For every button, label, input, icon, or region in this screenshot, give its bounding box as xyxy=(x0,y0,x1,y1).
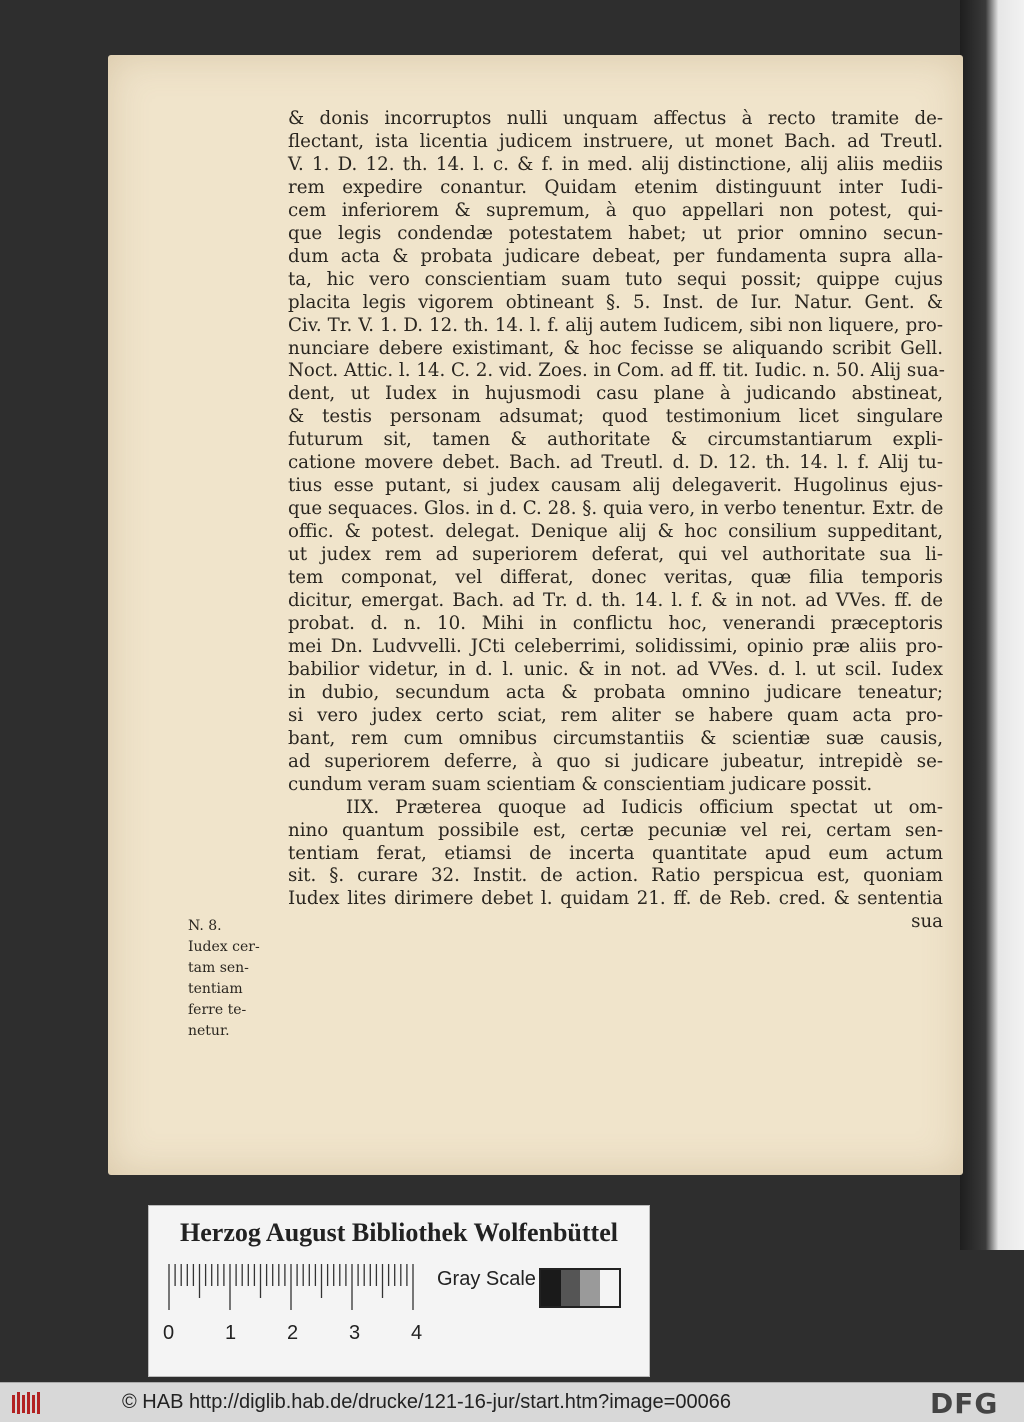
footer-copyright-link[interactable]: © HAB http://diglib.hab.de/drucke/121-16-jur/start.htm?image=00066 xyxy=(122,1391,731,1413)
margin-note-line: N. 8. xyxy=(188,918,222,934)
ruler-number: 4 xyxy=(411,1322,423,1344)
margin-note-line: netur. xyxy=(188,1023,230,1039)
plate-title: Herzog August Bibliothek Wolfenbüttel xyxy=(180,1218,618,1247)
text-line: Noct. Attic. l. 14. C. 2. vid. Zoes. in Com. ad ff. tit. Iudic. n. 50. Alij sua- xyxy=(288,360,945,382)
text-line: mei Dn. Ludvvelli. JCti celeberrimi, solidissimi, opinio præ aliis pro- xyxy=(288,635,943,657)
margin-note xyxy=(188,916,288,1042)
text-line: babilior videtur, in d. l. unic. & in not. ad VVes. d. l. ut scil. Iudex xyxy=(288,658,943,680)
text-line: dum acta & probata judicare debeat, per fundamenta supra alla- xyxy=(288,245,943,267)
book-edge xyxy=(960,0,1024,1250)
gray-swatch xyxy=(580,1270,600,1306)
text-line: flectant, ista licentia judicem instruere, ut monet Bach. ad Treutl. xyxy=(288,130,943,152)
text-line: & testis personam adsumat; quod testimonium licet singulare xyxy=(288,406,943,428)
text-line: placita legis vigorem obtineant §. 5. Inst. de Iur. Natur. Gent. & xyxy=(288,291,943,313)
hab-logo-icon xyxy=(10,1389,44,1417)
gray-scale-swatch xyxy=(539,1268,621,1308)
text-line: bant, rem cum omnibus circumstantiis & scientiæ suæ causis, xyxy=(288,727,943,749)
ruler-number: 1 xyxy=(225,1322,237,1344)
text-line: V. 1. D. 12. th. 14. l. c. & f. in med. alij distinctione, alij aliis mediis xyxy=(288,153,943,175)
margin-note-line: tentiam xyxy=(188,981,243,997)
text-line: & donis incorruptos nulli unquam affectus à recto tramite de- xyxy=(288,108,943,129)
margin-note-line: ferre te- xyxy=(188,1002,247,1018)
text-line: que legis condendæ potestatem habet; ut prior omnino secun- xyxy=(288,222,943,244)
text-line: catione movere debet. Bach. ad Treutl. d. D. 12. th. 14. l. f. Alij tu- xyxy=(288,452,943,474)
gray-swatch xyxy=(541,1270,561,1306)
text-line: nino quantum possibile est, certæ pecuniæ vel rei, certam sen- xyxy=(288,819,943,841)
text-line: dicitur, emergat. Bach. ad Tr. d. th. 14. l. f. & in not. ad VVes. ff. de xyxy=(288,590,943,612)
text-line: ta, hic vero conscientiam suam tuto sequi possit; quippe cujus xyxy=(288,268,943,290)
text-line: in dubio, secundum acta & probata omnino judicare teneatur; xyxy=(288,681,943,703)
text-line: tem componat, vel differat, donec veritas, quæ filia temporis xyxy=(288,567,943,589)
text-line: rem expedire conantur. Quidam etenim distinguunt inter Iudi- xyxy=(288,176,943,198)
text-line: futurum sit, tamen & authoritate & circumstantiarum expli- xyxy=(288,429,943,451)
text-line: cem inferiorem & supremum, à quo appellari non potest, qui- xyxy=(288,199,943,221)
text-line: sit. §. curare 32. Instit. de action. Ratio perspicua est, quoniam xyxy=(288,865,943,887)
text-line: ad superiorem deferre, à quo si judicare jubeatur, intrepidè se- xyxy=(288,750,943,772)
margin-note-line: Iudex cer- xyxy=(188,939,260,955)
margin-note-line: tam sen- xyxy=(188,960,249,976)
text-line: Civ. Tr. V. 1. D. 12. th. 14. l. f. alij autem Iudicem, sibi non liquere, pro- xyxy=(288,314,943,336)
text-line: probat. d. n. 10. Mihi in conflictu hoc, venerandi præceptoris xyxy=(288,612,943,634)
ruler-icon xyxy=(167,1264,417,1312)
gray-swatch xyxy=(600,1270,620,1306)
text-line: tentiam ferat, etiamsi de incerta quantitate apud eum actum xyxy=(288,842,943,864)
gray-scale-label: Gray Scale xyxy=(437,1268,536,1290)
text-line: ut judex rem ad superiorem deferat, qui vel authoritate sua li- xyxy=(288,544,943,566)
library-plate xyxy=(148,1205,650,1377)
text-line: nunciare debere existimant, & hoc fecisse se aliquando scribit Gell. xyxy=(288,337,943,359)
text-line: tius esse putant, si judex causam alij delegaverit. Hugolinus ejus- xyxy=(288,475,943,497)
ruler-number: 0 xyxy=(163,1322,175,1344)
text-line: sua xyxy=(911,911,943,933)
text-line: que sequaces. Glos. in d. C. 28. §. quia vero, in verbo tenentur. Extr. de xyxy=(288,498,944,520)
text-line: Iudex lites dirimere debet l. quidam 21. ff. de Reb. cred. & sententia xyxy=(288,888,943,910)
text-line: si vero judex certo sciat, rem aliter se habere quam acta pro- xyxy=(288,704,943,726)
text-line: cundum veram suam scientiam & conscientiam judicare possit. xyxy=(288,773,873,795)
text-line: offic. & potest. delegat. Denique alij & hoc consilium suppeditant, xyxy=(288,521,943,543)
dfg-logo: DFG xyxy=(930,1387,999,1420)
ruler-number: 3 xyxy=(349,1322,361,1344)
text-line: IIX. Præterea quoque ad Iudicis officium spectat ut om- xyxy=(346,796,943,818)
gray-swatch xyxy=(561,1270,581,1306)
ruler-number: 2 xyxy=(287,1322,299,1344)
page-text xyxy=(288,108,943,934)
footer-bar xyxy=(0,1382,1024,1422)
text-line: dent, ut Iudex in hujusmodi casu plane à judicando abstineat, xyxy=(288,383,943,405)
